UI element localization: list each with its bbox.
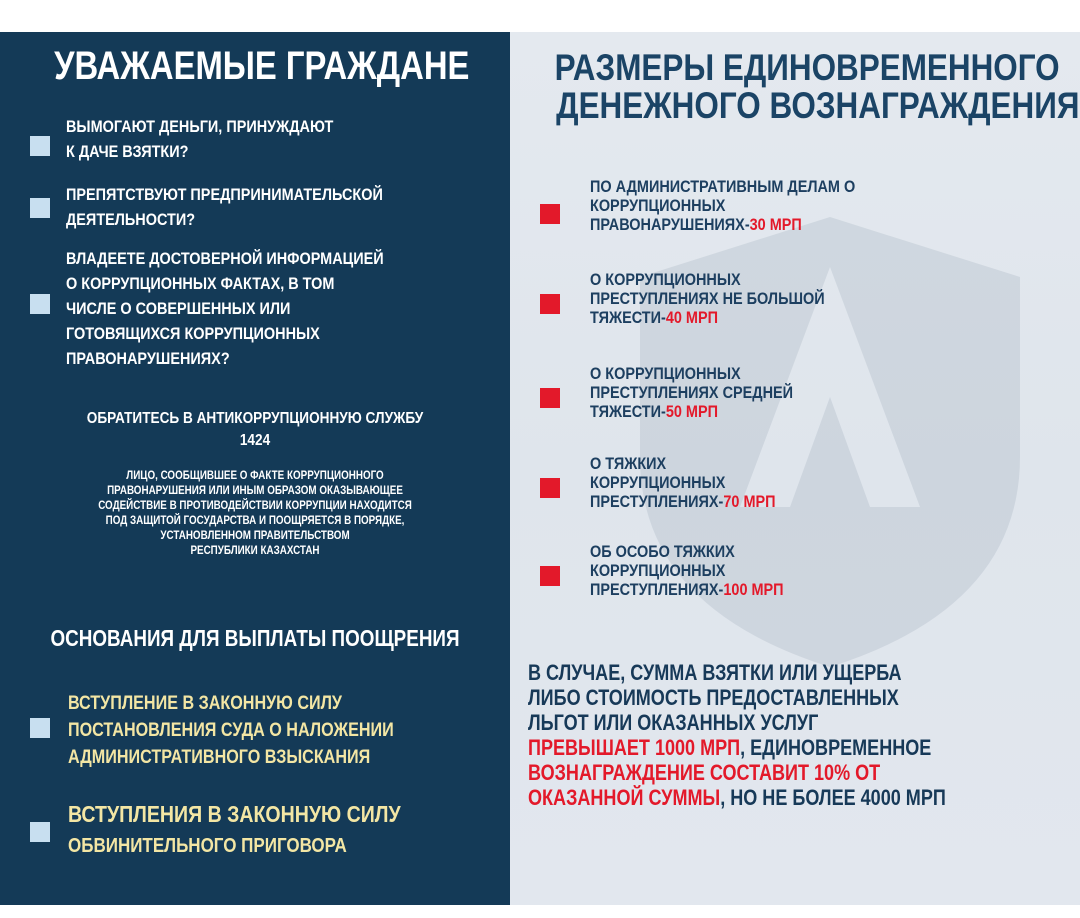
reward-line-text: ПРЕСТУПЛЕНИЯХ- bbox=[590, 492, 724, 511]
reward-line: ОБ ОСОБО ТЯЖКИХ bbox=[590, 542, 735, 561]
reward-amount: 50 МРП bbox=[665, 402, 718, 421]
question-line: ПРЕПЯТСТВУЮТ ПРЕДПРИНИМАТЕЛЬСКОЙ bbox=[66, 185, 383, 204]
red-bullet-icon bbox=[540, 388, 560, 408]
reward-line: О КОРРУПЦИОННЫХ bbox=[590, 270, 741, 289]
reward-line: О КОРРУПЦИОННЫХ bbox=[590, 364, 741, 383]
question-item bbox=[66, 182, 439, 232]
right-panel bbox=[510, 32, 1080, 905]
note-highlight: ОКАЗАННОЙ СУММЫ bbox=[528, 785, 721, 810]
ground-line: ВСТУПЛЕНИЕ В ЗАКОННУЮ СИЛУ bbox=[68, 693, 342, 714]
reward-line: ПРЕСТУПЛЕНИЯХ НЕ БОЛЬШОЙ bbox=[590, 289, 825, 308]
ground-item bbox=[68, 690, 451, 771]
square-bullet-icon bbox=[30, 718, 50, 738]
reward-line: ПО АДМИНИСТРАТИВНЫМ ДЕЛАМ О bbox=[590, 177, 856, 196]
ground-line: АДМИНИСТРАТИВНОГО ВЗЫСКАНИЯ bbox=[68, 747, 371, 768]
ground-item bbox=[68, 798, 459, 862]
reward-item bbox=[590, 454, 808, 511]
reward-line: КОРРУПЦИОННЫХ bbox=[590, 196, 726, 215]
reward-amount: 70 МРП bbox=[723, 492, 776, 511]
protection-line: ПОД ЗАЩИТОЙ ГОСУДАРСТВА И ПООЩРЯЕТСЯ В ПОРЯДКЕ, bbox=[105, 513, 405, 527]
reward-line-text: ТЯЖЕСТИ- bbox=[590, 402, 666, 421]
right-title-line-2 bbox=[510, 86, 1080, 126]
square-bullet-icon bbox=[30, 198, 50, 218]
note-highlight: ВОЗНАГРАЖДЕНИЕ СОСТАВИТ 10% ОТ bbox=[528, 760, 881, 785]
red-bullet-icon bbox=[540, 478, 560, 498]
reward-item bbox=[590, 364, 829, 421]
reward-line: КОРРУПЦИОННЫХ bbox=[590, 561, 726, 580]
contact-number: 1424 bbox=[239, 432, 271, 449]
protection-line: РЕСПУБЛИКИ КАЗАХСТАН bbox=[190, 543, 320, 557]
square-bullet-icon bbox=[30, 822, 50, 842]
question-line: О КОРРУПЦИОННЫХ ФАКТАХ, В ТОМ bbox=[66, 274, 335, 293]
reward-line: О ТЯЖКИХ bbox=[590, 454, 667, 473]
question-line: ЧИСЛЕ О СОВЕРШЕННЫХ ИЛИ bbox=[66, 299, 291, 318]
reward-line bbox=[590, 308, 825, 327]
protection-notice bbox=[0, 468, 510, 558]
reward-line: КОРРУПЦИОННЫХ bbox=[590, 473, 726, 492]
note-line bbox=[528, 735, 946, 760]
red-bullet-icon bbox=[540, 204, 560, 224]
note-text: , НО НЕ БОЛЕЕ 4000 МРП bbox=[720, 785, 946, 810]
note-line bbox=[528, 785, 946, 810]
reward-line-text: ТЯЖЕСТИ- bbox=[590, 308, 666, 327]
reward-amount: 100 МРП bbox=[723, 580, 784, 599]
left-title: УВАЖАЕМЫЕ ГРАЖДАНЕ bbox=[54, 44, 470, 88]
reward-line-text: ПРАВОНАРУШЕНИЯХ- bbox=[590, 215, 750, 234]
left-panel bbox=[0, 32, 510, 905]
question-line: ГОТОВЯЩИХСЯ КОРРУПЦИОННЫХ bbox=[66, 324, 320, 343]
reward-item bbox=[590, 270, 866, 327]
threshold-note bbox=[528, 660, 1038, 810]
reward-line bbox=[590, 580, 784, 599]
grounds-title-text: ОСНОВАНИЯ ДЛЯ ВЫПЛАТЫ ПООЩРЕНИЯ bbox=[50, 625, 460, 651]
square-bullet-icon bbox=[30, 294, 50, 314]
reward-line: ПРЕСТУПЛЕНИЯХ СРЕДНЕЙ bbox=[590, 383, 794, 402]
protection-line: ПРАВОНАРУШЕНИЯ ИЛИ ИНЫМ ОБРАЗОМ ОКАЗЫВАЮЩЕЕ bbox=[107, 483, 403, 497]
red-bullet-icon bbox=[540, 566, 560, 586]
question-line: К ДАЧЕ ВЗЯТКИ? bbox=[66, 142, 189, 161]
question-line: ПРАВОНАРУШЕНИЯХ? bbox=[66, 349, 230, 368]
question-line: ВЛАДЕЕТЕ ДОСТОВЕРНОЙ ИНФОРМАЦИЕЙ bbox=[66, 249, 384, 268]
ground-line: ОБВИНИТЕЛЬНОГО ПРИГОВОРА bbox=[68, 835, 347, 857]
square-bullet-icon bbox=[30, 136, 50, 156]
red-bullet-icon bbox=[540, 294, 560, 314]
ground-line: ПОСТАНОВЛЕНИЯ СУДА О НАЛОЖЕНИИ bbox=[68, 720, 394, 741]
grounds-title bbox=[0, 624, 510, 652]
note-line: ЛЬГОТ ИЛИ ОКАЗАННЫХ УСЛУГ bbox=[528, 710, 819, 735]
poster bbox=[0, 32, 1080, 905]
question-line: ВЫМОГАЮТ ДЕНЬГИ, ПРИНУЖДАЮТ bbox=[66, 117, 334, 136]
reward-amount: 40 МРП bbox=[665, 308, 718, 327]
reward-amount: 30 МРП bbox=[749, 215, 802, 234]
reward-line bbox=[590, 215, 855, 234]
protection-line: СОДЕЙСТВИЕ В ПРОТИВОДЕЙСТВИИ КОРРУПЦИИ НАХОДИТСЯ bbox=[98, 498, 412, 512]
contact-line: ОБРАТИТЕСЬ В АНТИКОРРУПЦИОННУЮ СЛУЖБУ bbox=[86, 410, 424, 427]
contact-block bbox=[0, 408, 510, 452]
right-title-line-1 bbox=[510, 48, 1080, 88]
reward-item bbox=[590, 177, 902, 234]
question-item bbox=[66, 246, 440, 371]
reward-line bbox=[590, 402, 793, 421]
right-title-text: ДЕНЕЖНОГО ВОЗНАГРАЖДЕНИЯ bbox=[556, 85, 1080, 126]
protection-line: ЛИЦО, СООБЩИВШЕЕ О ФАКТЕ КОРРУПЦИОННОГО bbox=[126, 468, 384, 482]
question-item bbox=[66, 114, 380, 164]
note-line: ЛИБО СТОИМОСТЬ ПРЕДОСТАВЛЕННЫХ bbox=[528, 685, 899, 710]
reward-line-text: ПРЕСТУПЛЕНИЯХ- bbox=[590, 580, 724, 599]
reward-line bbox=[590, 492, 776, 511]
protection-line: УСТАНОВЛЕННОМ ПРАВИТЕЛЬСТВОМ bbox=[160, 528, 350, 542]
right-title-text: РАЗМЕРЫ ЕДИНОВРЕМЕННОГО bbox=[554, 47, 1060, 88]
note-text: , ЕДИНОВРЕМЕННОЕ bbox=[740, 735, 932, 760]
note-highlight: ПРЕВЫШАЕТ 1000 МРП bbox=[528, 735, 741, 760]
reward-item bbox=[590, 542, 818, 599]
ground-line: ВСТУПЛЕНИЯ В ЗАКОННУЮ СИЛУ bbox=[68, 801, 401, 827]
note-line: В СЛУЧАЕ, СУММА ВЗЯТКИ ИЛИ УЩЕРБА bbox=[528, 660, 902, 685]
question-line: ДЕЯТЕЛЬНОСТИ? bbox=[66, 210, 196, 229]
